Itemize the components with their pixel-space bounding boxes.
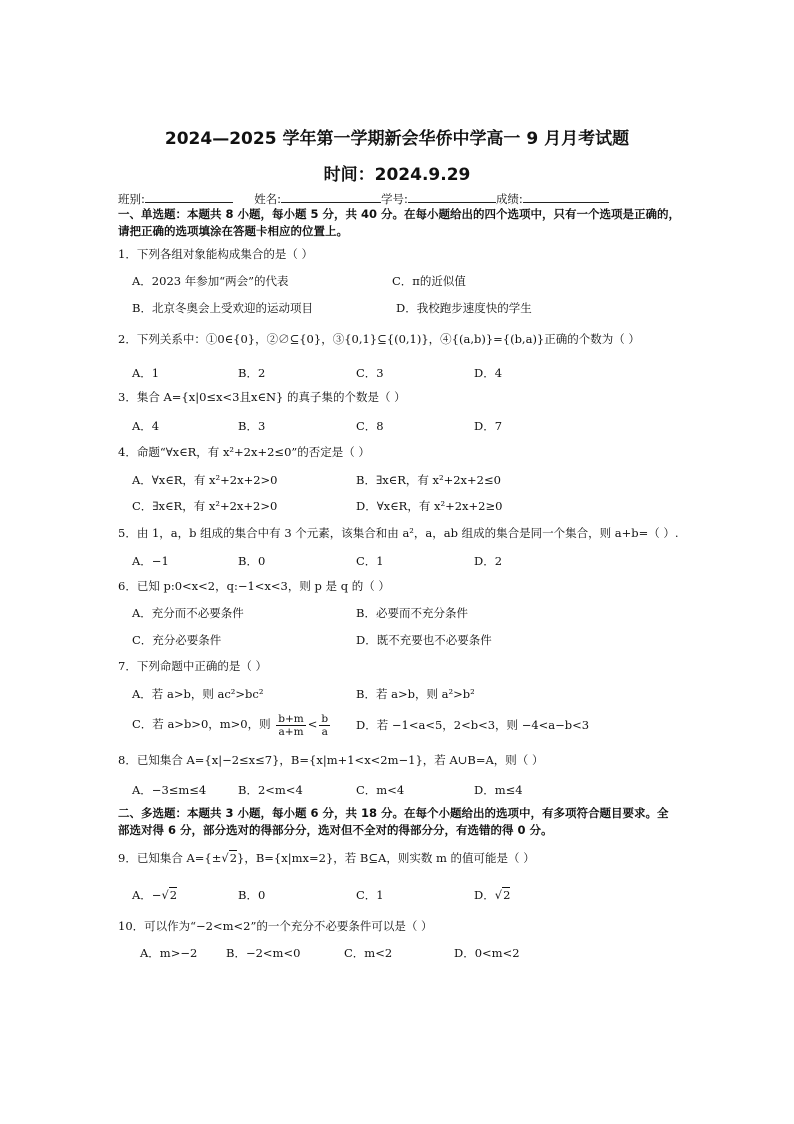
section2-heading-line2: 部选对得 6 分，部分选对的得部分分，选对但不全对的得部分分，有选错的得 0 分。: [118, 823, 553, 837]
question-5-option-c[interactable]: C．1: [356, 554, 384, 568]
question-8-option-c[interactable]: C．m<4: [356, 783, 405, 797]
name-field[interactable]: [281, 190, 381, 203]
question-1-option-d[interactable]: D．我校跑步速度快的学生: [396, 301, 532, 315]
q2-relation-1: ①0∈{0}，: [205, 332, 267, 346]
q2-relation-2: ②∅⊆{0}，: [266, 332, 333, 346]
question-2-option-b[interactable]: B．2: [238, 366, 266, 380]
question-2-option-c[interactable]: C．3: [356, 366, 384, 380]
question-10-option-d[interactable]: D．0<m<2: [454, 946, 520, 960]
question-8-stem: 8．已知集合 A={x|−2≤x≤7}，B={x|m+1<x<2m−1}，若 A∪B=A，则（ ）: [118, 753, 544, 767]
q7c-fraction-right: [319, 713, 330, 738]
q9-sqrt: 2: [229, 851, 238, 865]
question-1-stem: 1．下列各组对象能构成集合的是（ ）: [118, 247, 313, 261]
question-1-option-b[interactable]: B．北京冬奥会上受欢迎的运动项目: [132, 301, 313, 315]
question-4-option-d[interactable]: D．∀x∈R，有 x²+2x+2≥0: [356, 499, 503, 513]
q7c-den1: a+m: [278, 725, 304, 738]
q2-relation-4: ④{(a,b)}={(b,a)}: [440, 332, 545, 346]
question-9-option-d[interactable]: D．√2: [474, 888, 511, 902]
question-5-option-a[interactable]: A．−1: [132, 554, 169, 568]
question-6-option-a[interactable]: A．充分而不必要条件: [132, 606, 244, 620]
question-6-option-c[interactable]: C．充分必要条件: [132, 633, 222, 647]
section2-heading-line1: 二、多选题：本题共 3 小题，每小题 6 分，共 18 分。在每个小题给出的选项中，有多项符合题目要求。全: [118, 806, 669, 820]
question-10-stem: 10．可以作为“−2<m<2”的一个充分不必要条件可以是（ ）: [118, 919, 433, 933]
id-label: 学号:: [381, 192, 408, 206]
question-3-option-a[interactable]: A．4: [132, 419, 160, 433]
question-3-option-d[interactable]: D．7: [474, 419, 503, 433]
question-8-option-a[interactable]: A．−3≤m≤4: [132, 783, 207, 797]
score-label: 成绩:: [495, 192, 523, 206]
question-10-option-c[interactable]: C．m<2: [344, 946, 393, 960]
section1-heading: [118, 206, 683, 240]
question-7-stem: 7．下列命题中正确的是（ ）: [118, 659, 267, 673]
section1-heading-line1: 一、单选题：本题共 8 小题，每小题 5 分，共 40 分。在每小题给出的四个选项中，只有一个选项是正确的，: [118, 207, 681, 221]
q9a-sqrt: 2: [169, 888, 178, 902]
question-2-option-d[interactable]: D．4: [474, 366, 503, 380]
q7c-lt: <: [307, 717, 318, 731]
q2-suffix: 正确的个数为（ ）: [544, 332, 640, 346]
question-5-option-b[interactable]: B．0: [238, 554, 266, 568]
question-9-option-b[interactable]: B．0: [238, 888, 266, 902]
question-7-option-b[interactable]: B．若 a>b，则 a²>b²: [356, 687, 475, 701]
q7c-prefix: C．若 a>b>0，m>0，则: [132, 717, 271, 731]
question-6-option-b[interactable]: B．必要而不充分条件: [356, 606, 468, 620]
q9d-sqrt: 2: [503, 888, 511, 902]
question-3-stem: 3．集合 A={x|0≤x<3且x∈N} 的真子集的个数是（ ）: [118, 390, 406, 404]
q9a-prefix: A．−: [132, 888, 162, 902]
question-2-stem: [118, 331, 640, 347]
question-10-option-a[interactable]: A．m>−2: [140, 946, 198, 960]
question-5-stem: 5．由 1，a，b 组成的集合中有 3 个元素，该集合和由 a²，a，ab 组成的集合是同一个集合，则 a+b=（ ）.: [118, 526, 679, 540]
student-info-row: [118, 190, 609, 207]
question-7-option-a[interactable]: A．若 a>b，则 ac²>bc²: [132, 687, 264, 701]
question-3-option-c[interactable]: C．8: [356, 419, 384, 433]
q2-relation-3: ③{0,1}⊆{(0,1)}，: [332, 332, 441, 346]
question-7-option-d[interactable]: D．若 −1<a<5，2<b<3，则 −4<a−b<3: [356, 718, 590, 732]
question-4-option-a[interactable]: A．∀x∈R，有 x²+2x+2>0: [132, 473, 278, 487]
id-field[interactable]: [408, 190, 496, 203]
question-5-option-d[interactable]: D．2: [474, 554, 503, 568]
name-label: 姓名:: [254, 192, 282, 206]
question-9-option-a[interactable]: A．−√2: [132, 888, 178, 902]
q9d-prefix: D．: [474, 888, 495, 902]
question-4-option-b[interactable]: B．∃x∈R，有 x²+2x+2≤0: [356, 473, 501, 487]
section1-heading-line2: 请把正确的选项填涂在答题卡相应的位置上。: [118, 224, 348, 238]
question-8-option-b[interactable]: B．2<m<4: [238, 783, 303, 797]
question-9-option-c[interactable]: C．1: [356, 888, 384, 902]
q2-prefix: 2．下列关系中：: [118, 332, 206, 346]
exam-time: 时间：2024.9.29: [323, 165, 471, 185]
q9-prefix: 9．已知集合 A={±: [118, 851, 222, 865]
q7c-num2: b: [321, 712, 329, 725]
question-1-option-c[interactable]: C．π的近似值: [392, 274, 466, 288]
class-label: 班别:: [118, 192, 145, 206]
question-10-option-b[interactable]: B．−2<m<0: [226, 946, 301, 960]
question-4-option-c[interactable]: C．∃x∈R，有 x²+2x+2>0: [132, 499, 278, 513]
q7c-fraction-left: [276, 713, 305, 738]
q7c-num1: b+m: [278, 712, 304, 725]
question-8-option-d[interactable]: D．m≤4: [474, 783, 523, 797]
question-3-option-b[interactable]: B．3: [238, 419, 266, 433]
class-field[interactable]: [145, 190, 233, 203]
score-field[interactable]: [523, 190, 609, 203]
question-6-option-d[interactable]: D．既不充要也不必要条件: [356, 633, 492, 647]
q7c-den2: a: [321, 725, 328, 738]
question-6-stem: 6．已知 p:0<x<2，q:−1<x<3，则 p 是 q 的（ ）: [118, 579, 390, 593]
question-1-option-a[interactable]: A．2023 年参加“两会”的代表: [132, 274, 289, 288]
exam-title: 2024—2025 学年第一学期新会华侨中学高一 9 月月考试题: [164, 129, 630, 149]
question-9-stem: 9．已知集合 A={±√2}，B={x|mx=2}，若 B⊆A，则实数 m 的值可能是（ ）: [118, 851, 535, 865]
section2-heading: [118, 805, 683, 839]
question-7-option-c[interactable]: [132, 710, 332, 738]
question-4-stem: 4．命题“∀x∈R，有 x²+2x+2≤0”的否定是（ ）: [118, 445, 370, 459]
question-2-option-a[interactable]: A．1: [132, 366, 160, 380]
q9-suffix: }，B={x|mx=2}，若 B⊆A，则实数 m 的值可能是（ ）: [237, 851, 535, 865]
